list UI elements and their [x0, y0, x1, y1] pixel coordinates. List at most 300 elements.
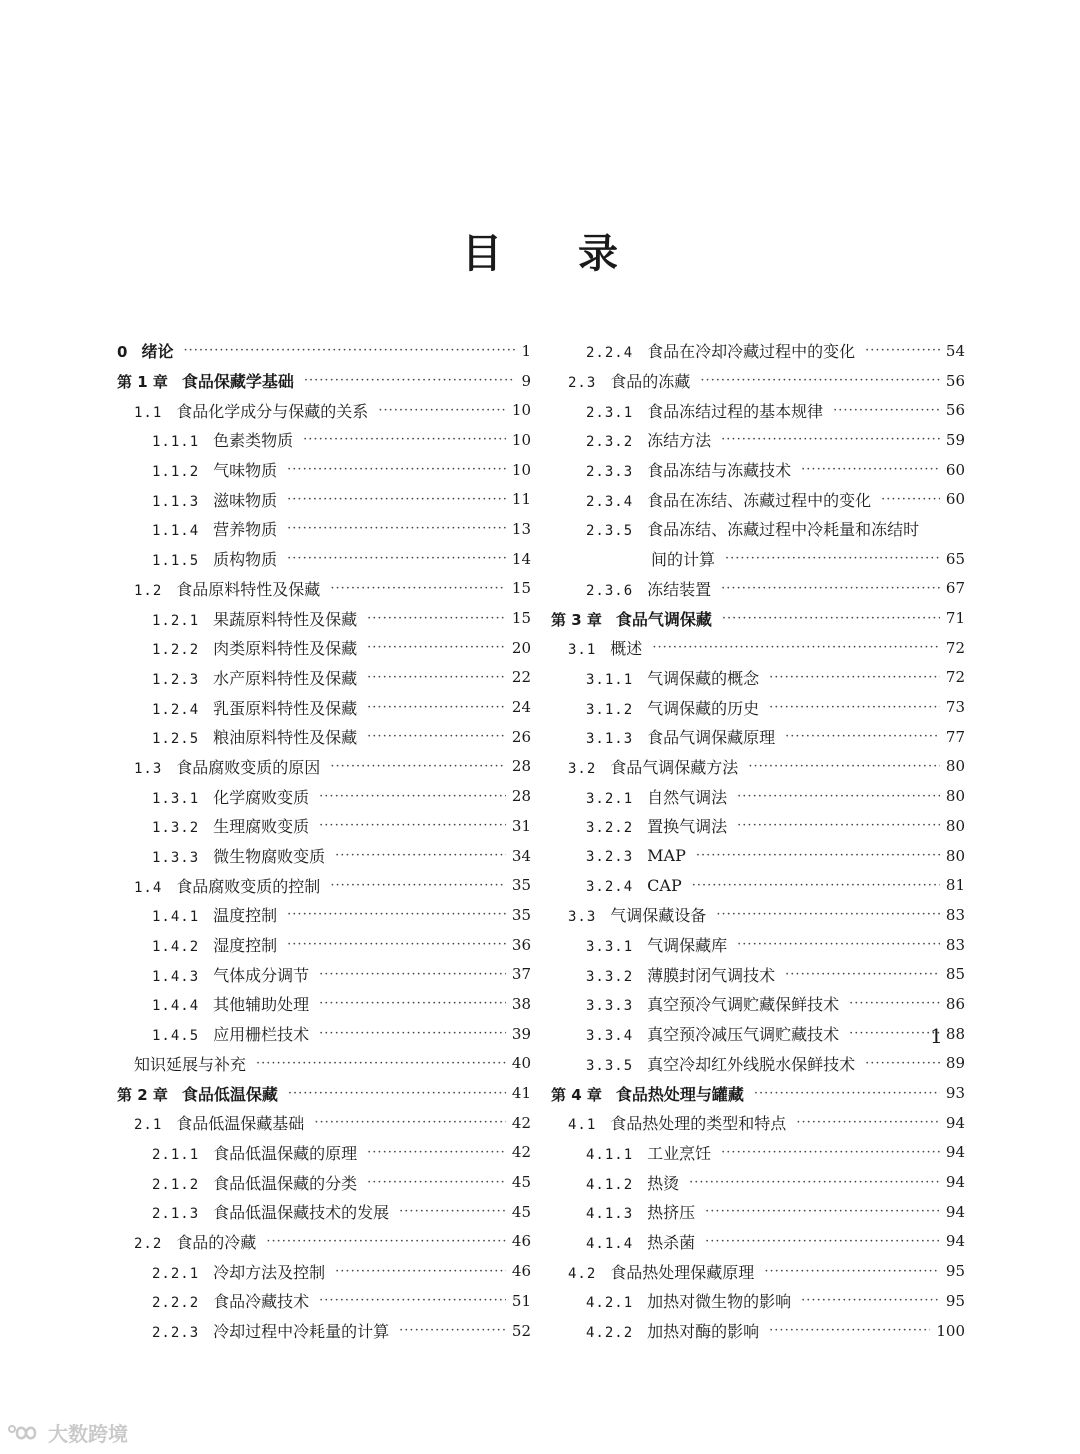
toc-entry-number: 2.3.3 — [586, 464, 634, 481]
toc-leader-dots — [330, 581, 506, 596]
toc-entry-page: 88 — [945, 1024, 965, 1043]
toc-entry[interactable] — [551, 1108, 965, 1138]
toc-entry-number: 2.1.3 — [152, 1206, 200, 1223]
toc-leader-dots — [769, 1323, 930, 1338]
toc-entry-page: 39 — [511, 1024, 531, 1043]
toc-leader-dots — [266, 1234, 506, 1249]
toc-entry[interactable] — [117, 514, 531, 544]
toc-leader-dots — [378, 403, 506, 418]
toc-leader-dots — [314, 1115, 506, 1130]
toc-entry-page: 60 — [945, 490, 965, 509]
toc-entry-title: 食品保藏学基础 — [181, 372, 294, 392]
toc-leader-dots — [319, 789, 506, 804]
toc-entry-number: 4.1.1 — [586, 1146, 634, 1163]
toc-entry[interactable] — [551, 1286, 965, 1316]
toc-entry-page: 1 — [521, 341, 531, 360]
toc-entry-page: 10 — [511, 430, 531, 449]
toc-entry-page: 14 — [511, 549, 531, 568]
toc-entry-page: 34 — [511, 846, 531, 865]
toc-entry-page: 40 — [511, 1054, 531, 1073]
toc-leader-dots — [287, 551, 506, 566]
toc-entry-title: 热烫 — [647, 1173, 680, 1193]
toc-entry-page: 65 — [945, 549, 965, 568]
toc-entry-title: 冻结方法 — [647, 431, 712, 451]
toc-entry[interactable] — [117, 1138, 531, 1168]
toc-entry-page: 59 — [945, 430, 965, 449]
toc-entry-number: 2.2.1 — [152, 1265, 200, 1282]
toc-entry-page: 85 — [945, 965, 965, 984]
toc-entry-page: 72 — [945, 668, 965, 687]
toc-leader-dots — [367, 700, 506, 715]
toc-right-column — [551, 336, 965, 1345]
toc-entry-page: 95 — [945, 1262, 965, 1281]
toc-entry[interactable] — [551, 336, 965, 366]
toc-entry-title: 肉类原料特性及保藏 — [213, 639, 358, 659]
toc-entry-title: 食品气调保藏原理 — [647, 728, 776, 748]
toc-entry-title: 应用栅栏技术 — [213, 1025, 310, 1045]
toc-entry-title: 食品低温保藏技术的发展 — [213, 1203, 390, 1223]
toc-entry-page: 10 — [511, 401, 531, 420]
toc-entry[interactable] — [551, 1078, 965, 1108]
toc-leader-dots — [367, 640, 506, 655]
toc-entry-number: 3.2.4 — [586, 878, 634, 895]
toc-entry[interactable] — [117, 455, 531, 485]
toc-entry-number: 2.3 — [568, 375, 597, 392]
toc-entry-page: 72 — [945, 638, 965, 657]
toc-leader-dots — [722, 611, 940, 626]
toc-entry-title: 食品气调保藏方法 — [610, 757, 739, 777]
toc-leader-dots — [785, 729, 940, 744]
toc-leader-dots — [849, 996, 940, 1011]
toc-entry[interactable] — [117, 633, 531, 663]
toc-entry[interactable] — [117, 752, 531, 782]
toc-entry-title: 真空预冷减压气调贮藏技术 — [647, 1025, 840, 1045]
toc-entry-number: 第 1 章 — [117, 373, 168, 392]
toc-entry-title: CAP — [647, 875, 682, 895]
toc-entry[interactable] — [117, 1108, 531, 1138]
toc-entry-number: 2.2.2 — [152, 1295, 200, 1312]
toc-leader-dots — [319, 967, 506, 982]
toc-entry[interactable] — [551, 663, 965, 693]
toc-entry-number: 1.2.2 — [152, 642, 200, 659]
toc-entry-number: 4.1 — [568, 1117, 597, 1134]
toc-entry-number: 3.1 — [568, 642, 597, 659]
toc-entry-page: 46 — [511, 1232, 531, 1251]
toc-entry-page: 28 — [511, 757, 531, 776]
toc-entry-title: 乳蛋原料特性及保藏 — [213, 698, 358, 718]
toc-entry[interactable] — [551, 841, 965, 871]
toc-entry[interactable] — [551, 603, 965, 633]
toc-entry-title: 营养物质 — [213, 520, 278, 540]
toc-entry-number: 2.3.2 — [586, 434, 634, 451]
toc-entry-number: 4.1.3 — [586, 1206, 634, 1223]
toc-entry-title: 水产原料特性及保藏 — [213, 668, 358, 688]
toc-entry-title: 食品腐败变质的控制 — [176, 876, 321, 896]
page-number: 1 — [930, 1024, 943, 1048]
toc-entry[interactable] — [117, 1167, 531, 1197]
toc-entry-number: 3.3.2 — [586, 968, 634, 985]
toc-entry[interactable] — [551, 959, 965, 989]
toc-entry[interactable] — [551, 1019, 965, 1049]
toc-entry-number: 4.2.1 — [586, 1295, 634, 1312]
toc-entry[interactable] — [551, 1138, 965, 1168]
toc-entry-page: 38 — [511, 994, 531, 1013]
toc-entry-title: 工业烹饪 — [647, 1143, 712, 1163]
toc-entry[interactable] — [117, 1316, 531, 1346]
toc-entry-title: 食品冷藏技术 — [213, 1292, 310, 1312]
toc-entry[interactable] — [551, 930, 965, 960]
toc-entry-title: 自然气调法 — [647, 787, 728, 807]
toc-entry-page: 13 — [511, 519, 531, 538]
toc-entry-title: 食品热处理与罐藏 — [615, 1084, 744, 1104]
toc-leader-dots — [865, 1056, 940, 1071]
toc-entry[interactable] — [551, 1197, 965, 1227]
toc-entry-page: 89 — [945, 1054, 965, 1073]
toc-entry-number: 3.2.2 — [586, 820, 634, 837]
toc-entry-title: 食品冻结、冻藏过程中冷耗量和冻结时 — [647, 520, 920, 540]
toc-entry-title: 食品气调保藏 — [615, 609, 712, 629]
toc-entry-page: 80 — [945, 846, 965, 865]
toc-entry[interactable] — [551, 484, 965, 514]
toc-leader-dots — [367, 611, 506, 626]
toc-leader-dots — [754, 1086, 940, 1101]
toc-entry[interactable] — [551, 425, 965, 455]
toc-entry[interactable] — [117, 692, 531, 722]
toc-entry[interactable] — [551, 1256, 965, 1286]
toc-entry-number: 3.3 — [568, 909, 597, 926]
toc-entry[interactable] — [551, 870, 965, 900]
toc-entry-title: 食品原料特性及保藏 — [176, 579, 321, 599]
toc-entry[interactable] — [117, 722, 531, 752]
toc-entry-page: 86 — [945, 994, 965, 1013]
toc-entry[interactable] — [117, 336, 531, 366]
toc-leader-dots — [287, 492, 506, 507]
toc-entry[interactable] — [117, 1197, 531, 1227]
toc-entry[interactable] — [117, 663, 531, 693]
toc-leader-dots — [849, 1026, 940, 1041]
watermark — [8, 1418, 128, 1447]
toc-entry-title: 置换气调法 — [647, 817, 728, 837]
toc-entry-title: 其他辅助处理 — [213, 995, 310, 1015]
toc-entry-title: 加热对酶的影响 — [647, 1322, 760, 1342]
toc-entry-number: 3.2 — [568, 760, 597, 777]
toc-entry-page: 37 — [511, 965, 531, 984]
toc-entry-page: 83 — [945, 935, 965, 954]
toc-entry[interactable] — [117, 841, 531, 871]
toc-entry-title: 气调保藏库 — [647, 936, 728, 956]
watermark-text: 大数跨境 — [48, 1422, 128, 1446]
toc-entry[interactable] — [551, 1227, 965, 1257]
toc-entry-title: 果蔬原料特性及保藏 — [213, 609, 358, 629]
toc-entry-page: 45 — [511, 1202, 531, 1221]
toc-entry[interactable] — [551, 811, 965, 841]
toc-leader-dots — [769, 700, 940, 715]
toc-entry[interactable] — [117, 1286, 531, 1316]
toc-leader-dots — [367, 729, 506, 744]
toc-entry-page: 15 — [511, 579, 531, 598]
toc-entry-title: 粮油原料特性及保藏 — [213, 728, 358, 748]
toc-entry[interactable] — [551, 1316, 965, 1346]
toc-entry-title: 食品的冷藏 — [176, 1232, 257, 1252]
toc-entry-number: 2.3.5 — [586, 523, 634, 540]
page-title — [0, 222, 1080, 279]
toc-entry-number: 4.1.4 — [586, 1235, 634, 1252]
toc-leader-dots — [319, 1026, 506, 1041]
toc-leader-dots — [652, 640, 940, 655]
toc-leader-dots — [367, 1145, 506, 1160]
toc-leader-dots — [801, 462, 940, 477]
toc-entry-page: 31 — [511, 816, 531, 835]
toc-leader-dots — [330, 878, 506, 893]
toc-entry[interactable] — [117, 900, 531, 930]
toc-entry-title: 化学腐败变质 — [213, 787, 310, 807]
toc-leader-dots — [737, 818, 940, 833]
toc-entry-title: 热挤压 — [647, 1203, 696, 1223]
toc-entry-title: 食品在冷却冷藏过程中的变化 — [647, 342, 856, 362]
toc-entry[interactable] — [551, 1167, 965, 1197]
toc-entry-number: 3.3.5 — [586, 1057, 634, 1074]
toc-entry-page: 93 — [945, 1084, 965, 1103]
toc-entry-number: 0 — [117, 343, 128, 362]
toc-leader-dots — [288, 1086, 506, 1101]
toc-entry-page: 46 — [511, 1262, 531, 1281]
toc-entry-page: 20 — [511, 638, 531, 657]
toc-entry-title: 加热对微生物的影响 — [647, 1292, 792, 1312]
toc-entry-page: 94 — [945, 1113, 965, 1132]
toc-entry-title: 滋味物质 — [213, 490, 278, 510]
toc-entry-page: 94 — [945, 1202, 965, 1221]
toc-leader-dots — [304, 373, 516, 388]
toc-entry-title: 食品热处理的类型和特点 — [610, 1114, 787, 1134]
toc-entry[interactable] — [551, 366, 965, 396]
toc-entry[interactable] — [551, 395, 965, 425]
toc-entry-title: 食品的冻藏 — [610, 372, 691, 392]
toc-leader-dots — [367, 670, 506, 685]
toc-leader-dots — [700, 373, 940, 388]
toc-entry[interactable] — [117, 425, 531, 455]
toc-leader-dots — [737, 789, 940, 804]
toc-entry[interactable] — [551, 692, 965, 722]
toc-entry[interactable] — [117, 574, 531, 604]
toc-entry-number: 1.3.1 — [152, 790, 200, 807]
toc-leader-dots — [303, 432, 506, 447]
toc-entry-title: 食品热处理保藏原理 — [610, 1262, 755, 1282]
toc-leader-dots — [399, 1204, 506, 1219]
toc-entry-title: 冷却过程中冷耗量的计算 — [213, 1322, 390, 1342]
toc-entry[interactable] — [551, 752, 965, 782]
toc-entry-number: 1.2.5 — [152, 731, 200, 748]
toc-leader-dots — [725, 551, 940, 566]
toc-entry-page: 60 — [945, 460, 965, 479]
toc-entry-number: 第 2 章 — [117, 1085, 168, 1104]
toc-entry-number: 2.3.4 — [586, 493, 634, 510]
toc-entry[interactable] — [117, 989, 531, 1019]
toc-entry[interactable] — [117, 1256, 531, 1286]
toc-entry-title: 气调保藏的历史 — [647, 698, 760, 718]
toc-entry-page: 24 — [511, 698, 531, 717]
toc-entry[interactable] — [117, 1049, 531, 1079]
toc-entry[interactable] — [551, 455, 965, 485]
toc-entry[interactable] — [551, 900, 965, 930]
toc-entry-number: 1.4.4 — [152, 998, 200, 1015]
toc-entry-page: 67 — [945, 579, 965, 598]
toc-leader-dots — [335, 848, 506, 863]
toc-entry-page: 94 — [945, 1232, 965, 1251]
toc-entry-number: 2.3.1 — [586, 404, 634, 421]
toc-leader-dots — [330, 759, 506, 774]
toc-entry-number: 1.3.3 — [152, 850, 200, 867]
toc-entry-number: 1.4.5 — [152, 1028, 200, 1045]
toc-entry[interactable] — [551, 633, 965, 663]
toc-entry-title: 食品腐败变质的原因 — [176, 757, 321, 777]
toc-leader-dots — [721, 581, 940, 596]
toc-entry-number: 2.3.6 — [586, 582, 634, 599]
toc-entry-title: 真空预冷气调贮藏保鲜技术 — [647, 995, 840, 1015]
toc-entry-title: 气调保藏设备 — [610, 906, 707, 926]
toc-entry[interactable] — [551, 722, 965, 752]
toc-entry[interactable] — [117, 544, 531, 574]
toc-entry[interactable] — [551, 781, 965, 811]
toc-entry[interactable] — [551, 544, 965, 574]
toc-entry-number: 2.1.2 — [152, 1176, 200, 1193]
toc-entry-number: 1.2.1 — [152, 612, 200, 629]
toc-entry-title: 真空冷却红外线脱水保鲜技术 — [647, 1054, 856, 1074]
toc-entry-title: 间的计算 — [651, 550, 716, 570]
toc-leader-dots — [287, 937, 506, 952]
toc-leader-dots — [833, 403, 940, 418]
toc-entry-number: 2.2 — [134, 1235, 163, 1252]
toc-entry-page: 10 — [511, 460, 531, 479]
toc-entry-number: 第 3 章 — [551, 610, 602, 629]
toc-leader-dots — [335, 1264, 506, 1279]
toc-entry-number: 2.2.3 — [152, 1325, 200, 1342]
toc-entry-page: 56 — [945, 371, 965, 390]
toc-entry-page: 51 — [511, 1291, 531, 1310]
toc-entry-page: 28 — [511, 787, 531, 806]
toc-entry[interactable] — [117, 1019, 531, 1049]
toc-entry-page: 73 — [945, 698, 965, 717]
toc-entry-title: 温度控制 — [213, 906, 278, 926]
toc-entry[interactable] — [117, 395, 531, 425]
toc-entry-title: 薄膜封闭气调技术 — [647, 965, 776, 985]
toc-entry-page: 15 — [511, 609, 531, 628]
toc-leader-dots — [705, 1204, 940, 1219]
toc-entry-number: 3.2.3 — [586, 849, 634, 866]
toc-entry-number: 第 4 章 — [551, 1085, 602, 1104]
toc-entry[interactable] — [117, 603, 531, 633]
toc-entry[interactable] — [551, 1049, 965, 1079]
toc-entry-title: 冷却方法及控制 — [213, 1262, 326, 1282]
toc-entry-page: 94 — [945, 1173, 965, 1192]
toc-entry-page: 83 — [945, 905, 965, 924]
toc-entry[interactable] — [117, 959, 531, 989]
toc-entry-page: 94 — [945, 1143, 965, 1162]
toc-entry-number: 4.1.2 — [586, 1176, 634, 1193]
toc-entry-page: 42 — [511, 1143, 531, 1162]
toc-entry[interactable] — [117, 811, 531, 841]
toc-leader-dots — [287, 521, 506, 536]
toc-entry-number: 1.4.2 — [152, 939, 200, 956]
toc-leader-dots — [319, 1293, 506, 1308]
toc-entry-page: 80 — [945, 757, 965, 776]
toc-entry-number: 3.2.1 — [586, 790, 634, 807]
toc-entry-title: 食品低温保藏基础 — [176, 1114, 305, 1134]
toc-leader-dots — [705, 1234, 940, 1249]
toc-entry[interactable] — [117, 930, 531, 960]
toc-entry-title: 绪论 — [141, 342, 174, 362]
toc-entry-number: 3.3.3 — [586, 998, 634, 1015]
toc-entry-title: 气体成分调节 — [213, 965, 310, 985]
title-char-1: 目 — [462, 230, 502, 277]
toc-entry-number: 1.2.3 — [152, 671, 200, 688]
infinity-logo-icon — [8, 1422, 44, 1444]
toc-leader-dots — [716, 907, 940, 922]
toc-entry-title: 食品低温保藏的分类 — [213, 1173, 358, 1193]
toc-entry-number: 1.1.1 — [152, 434, 200, 451]
toc-entry-page: 81 — [945, 876, 965, 895]
toc-entry-number: 1.3.2 — [152, 820, 200, 837]
toc-entry[interactable] — [551, 574, 965, 604]
toc-entry-title: 湿度控制 — [213, 936, 278, 956]
toc-entry[interactable] — [117, 870, 531, 900]
toc-entry-title: 热杀菌 — [647, 1232, 696, 1252]
toc-entry-number: 1.1 — [134, 404, 163, 421]
toc-entry-number: 2.1.1 — [152, 1146, 200, 1163]
toc-entry-page: 35 — [511, 905, 531, 924]
toc-entry-number: 1.1.5 — [152, 553, 200, 570]
toc-entry-number: 3.3.4 — [586, 1028, 634, 1045]
toc-entry-title: MAP — [647, 846, 686, 866]
toc-entry-page: 71 — [945, 609, 965, 628]
toc-entry[interactable] — [117, 484, 531, 514]
toc-entry-page: 52 — [511, 1321, 531, 1340]
toc-entry[interactable] — [117, 781, 531, 811]
toc-entry-page: 36 — [511, 935, 531, 954]
toc-entry[interactable] — [117, 366, 531, 396]
toc-entry-title: 微生物腐败变质 — [213, 847, 326, 867]
toc-entry-page: 9 — [521, 371, 531, 390]
toc-entry[interactable] — [551, 989, 965, 1019]
toc-entry-title: 知识延展与补充 — [134, 1054, 247, 1074]
toc-entry[interactable] — [117, 1078, 531, 1108]
toc-leader-dots — [785, 967, 940, 982]
toc-leader-dots — [319, 996, 506, 1011]
toc-entry-page: 45 — [511, 1173, 531, 1192]
toc-leader-dots — [256, 1056, 506, 1071]
toc-entry-page: 100 — [936, 1321, 965, 1340]
toc-entry[interactable] — [551, 514, 965, 544]
toc-leader-dots — [865, 343, 940, 358]
toc-entry-page: 80 — [945, 816, 965, 835]
toc-entry-title: 生理腐败变质 — [213, 817, 310, 837]
toc-entry-title: 食品冻结与冻藏技术 — [647, 461, 792, 481]
toc-entry-page: 35 — [511, 876, 531, 895]
toc-entry-number: 1.1.2 — [152, 464, 200, 481]
toc-entry-title: 气调保藏的概念 — [647, 668, 760, 688]
toc-entry-title: 概述 — [610, 639, 643, 659]
toc-entry-title: 气味物质 — [213, 461, 278, 481]
toc-entry-number: 1.2 — [134, 582, 163, 599]
toc-entry-number: 2.2.4 — [586, 345, 634, 362]
toc-entry-title: 食品低温保藏 — [181, 1084, 278, 1104]
toc-entry-number: 1.3 — [134, 760, 163, 777]
toc-entry-page: 77 — [945, 727, 965, 746]
toc-leader-dots — [689, 1175, 940, 1190]
toc-leader-dots — [769, 670, 940, 685]
toc-entry[interactable] — [117, 1227, 531, 1257]
toc-entry-title: 冻结装置 — [647, 579, 712, 599]
toc-entry-page: 42 — [511, 1113, 531, 1132]
